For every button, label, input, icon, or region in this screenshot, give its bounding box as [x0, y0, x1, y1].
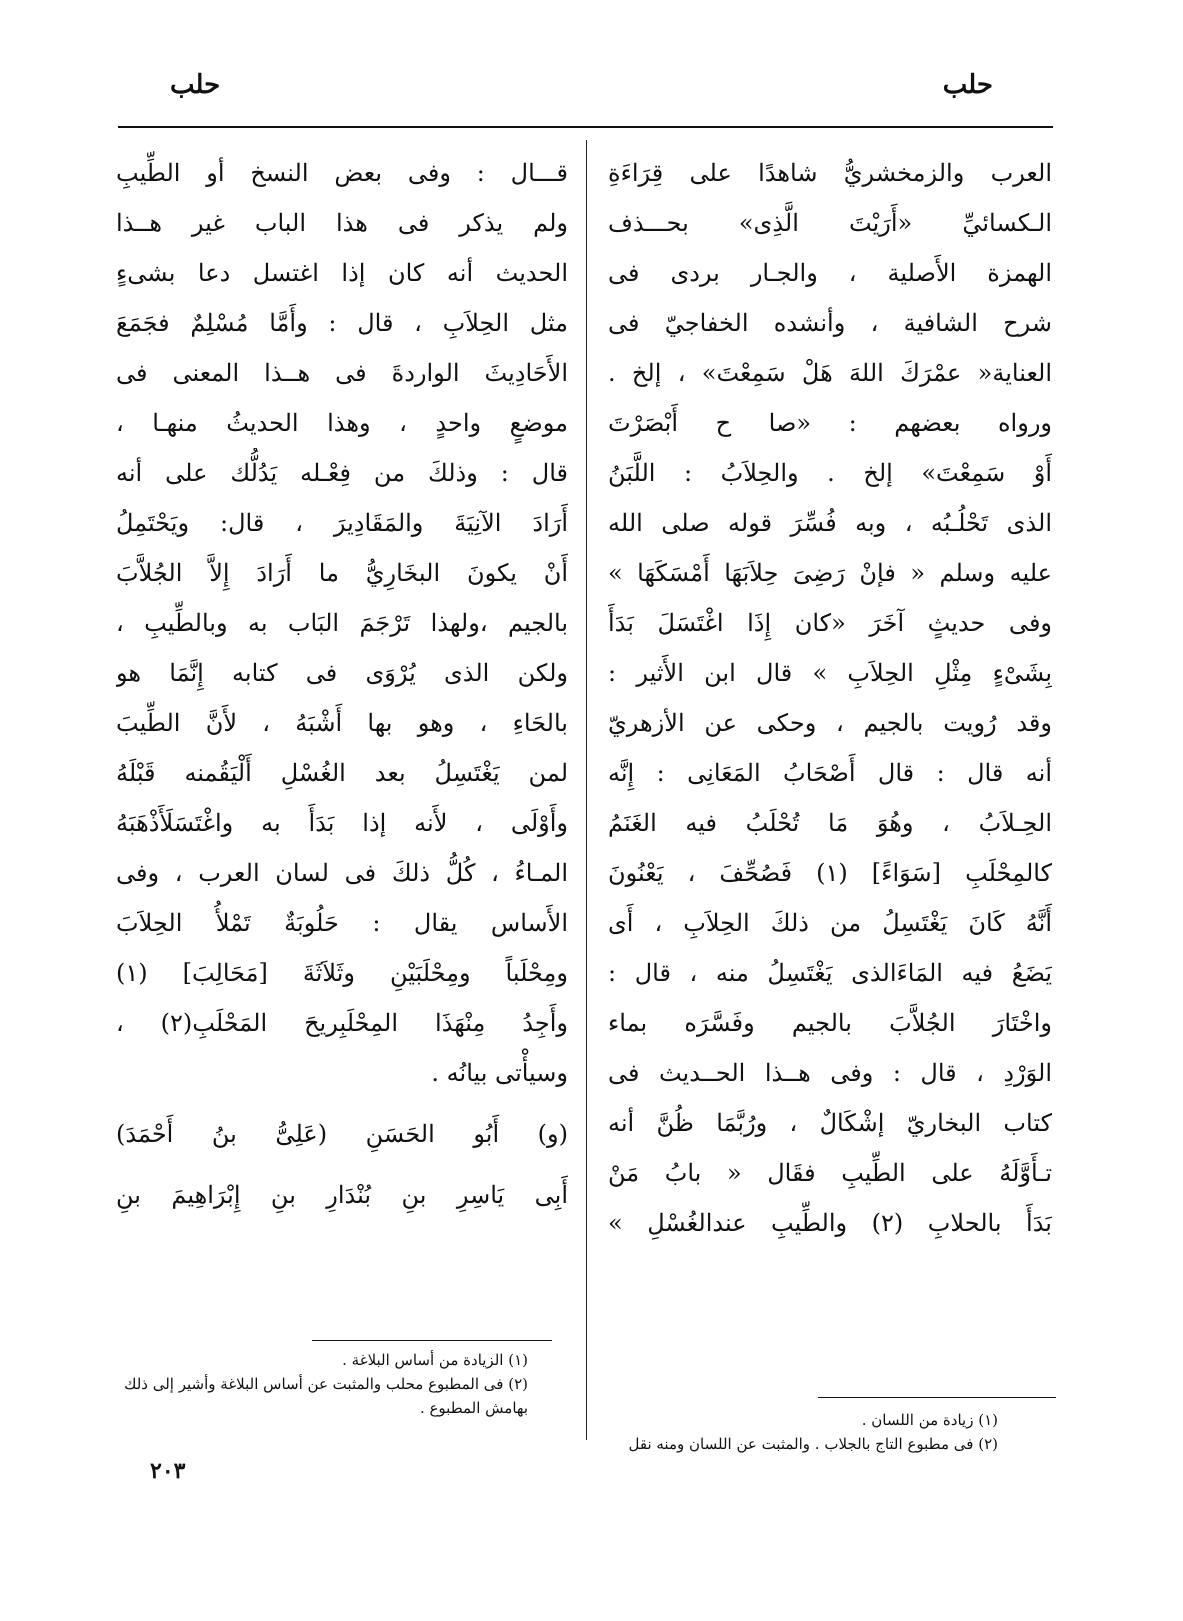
text-line: الذى تَحْلُـبُه ، وبه فُسِّرَ قوله صلى الله	[608, 509, 1052, 537]
text-line: الحديث أنه كان إذا اغتسل دعا بشىءٍ	[116, 259, 568, 287]
text-line: الأَحَادِيثَ الواردةَ فى هــذا المعنى فى	[116, 359, 568, 387]
text-line: قال : وذلكَ من فِعْـله يَدُلُّك على أنه	[116, 459, 568, 487]
footnote: (٢) فى المطبوع محلب والمثبت عن أساس البلاغة وأشير إلى ذلك بهامش المطبوع .	[124, 1375, 528, 1417]
text-line: واخْتَارَ الجُلاَّبَ بالجيم وفَسَّرَه بماء	[608, 1009, 1052, 1037]
text-line: كالمِحْلَبِ [سَوَاءً] (١) فَصُحِّفَ ، يَعْنُونَ	[608, 859, 1052, 887]
running-header-left: حلب	[170, 70, 221, 100]
text-line: وقد رُويت بالجيم ، وحكى عن الأزهريّ	[608, 709, 1052, 737]
page-number: ٢٠٣	[150, 1458, 186, 1484]
text-line: ومِحْلَباً ومِحْلَبَيْنِ وثَلاَثَةَ [مَحَالِبَ] (١)	[116, 959, 568, 987]
text-line: أنه قال : قال أَصْحَابُ المَعَانِى : إِنَّه	[608, 759, 1052, 787]
text-line: أَنْ يكونَ البخَارِيُّ ما أَرَادَ إِلاَّ الجُلاَّبَ	[116, 559, 568, 587]
column-divider	[586, 140, 587, 1440]
text-line: بَدَأَ بالحلابِ (٢) والطِّيبِ عندالغُسْلِ »	[608, 1209, 1052, 1237]
text-line: وسيأْتى بيانُه .	[431, 1059, 568, 1087]
text-line: قـــال : وفى بعض النسخ أو الطِّيبِ	[116, 159, 568, 187]
text-line: الأَساس يقال : حَلُوبَةٌ تَمْلأُ الحِلاَبَ	[116, 909, 568, 937]
text-line: أَوْ سَمِعْتَ» إلخ . والحِلاَبُ : اللَّبَنُ	[608, 459, 1052, 487]
text-line: العناية« عمْرَكَ اللهَ هَلْ سَمِعْتَ» ، إلخ .	[608, 359, 1052, 387]
text-line: الحِـلاَبُ ، وهُوَ مَا تُحْلَبُ فيه الغَنَمُ	[608, 809, 1052, 837]
entry-line: أَبِى يَاسِرِ بنِ بُنْدَارِ بنِ إِبْرَاهِيمَ بنِ	[116, 1181, 568, 1209]
text-line: بالجيم ،ولهذا تَرْجَمَ البَاب به وبالطِّيبِ ،	[116, 609, 568, 637]
footnote: (١) زيادة من اللسان .	[861, 1411, 998, 1429]
text-line: وفى حديثٍ آخَرَ «كان إِذَا اغْتَسَلَ بَدَأَ	[608, 609, 1052, 637]
right-column	[608, 148, 1052, 1248]
text-line: وأَوْلَى ، لأَنه إذا بَدَأَ به واغْتَسَلَأَذْهَبَهُ	[116, 809, 568, 837]
text-line: أَرَادَ الآنِيَةَ والمَقَادِيرَ ، قال: ويَحْتَمِلُ	[116, 509, 568, 537]
left-column	[116, 148, 568, 1220]
text-line: ولكن الذى يُرْوَى فى كتابه إِنَّمَا هو	[116, 659, 568, 687]
text-line: الوَرْدِ ، قال : وفى هــذا الحــديث فى	[608, 1059, 1052, 1087]
text-line: وأَجِدُ مِنْهَذَا المِحْلَبِريحَ المَحْلَبِ(٢) ،	[116, 1009, 568, 1037]
text-line: كتاب البخاريّ إشْكَالٌ ، ورُبَّمَا ظُنَّ أنه	[608, 1109, 1052, 1137]
text-line: ورواه بعضهم : «صا ح أَبْصَرْتَ	[608, 409, 1052, 437]
text-line: عليه وسلم « فإنْ رَضِىَ حِلاَبَهَا أَمْسَكَهَا »	[608, 559, 1052, 587]
text-line: العرب والزمخشريُّ شاهدًا على قِرَاءَةِ	[608, 159, 1052, 187]
footnote: (١) الزيادة من أساس البلاغة .	[342, 1351, 528, 1369]
text-line: بِشَىْءٍ مِثْلِ الحِلاَبِ » قال ابن الأَثير :	[608, 659, 1052, 687]
text-line: ولم يذكر فى هذا الباب غير هــذا	[116, 209, 568, 237]
footnotes-left	[118, 1348, 528, 1420]
footnote-rule-right	[818, 1397, 1056, 1398]
text-line: المـاءُ ، كُلُّ ذلكَ فى لسان العرب ، وفى	[116, 859, 568, 887]
text-line: أَنَّهُ كَانَ يَغْتَسِلُ من ذلكَ الحِلاَبِ ، أَى	[608, 909, 1052, 937]
text-line: تـأَوَّلَهُ على الطِّيبِ فقَال « بابُ مَنْ	[608, 1159, 1052, 1187]
text-line: بالحَاءِ ، وهو بها أَشْبَهُ ، لأَنَّ الطِّيبَ	[116, 709, 568, 737]
footnotes-right	[608, 1408, 998, 1456]
footnote: (٢) فى مطبوع التاج بالجلاب . والمثبت عن اللسان ومنه نقل	[628, 1435, 998, 1453]
text-line: شرح الشافية ، وأنشده الخفاجيّ فى	[608, 309, 1052, 337]
running-header-right: حلب	[942, 70, 993, 100]
entry-heading-line: (و) أَبُو الحَسَنِ (عَلِىُّ بنُ أَحْمَدَ)	[116, 1120, 568, 1148]
text-line: لمن يَغْتَسِلُ بعد الغُسْلِ أَلْيَقُمنه قَبْلَهُ	[116, 759, 568, 787]
footnote-rule-left	[312, 1340, 552, 1341]
text-line: الهمزة الأَصلية ، والجـار بردى فى	[608, 259, 1052, 287]
header-rule	[118, 126, 1053, 128]
text-line: مثل الحِلاَبِ ، قال : وأَمَّا مُسْلِمٌ فجَمَعَ	[116, 309, 568, 337]
text-line: يَضَعُ فيه المَاءَالذى يَغْتَسِلُ منه ، قال :	[608, 959, 1052, 987]
text-line: موضعٍ واحدٍ ، وهذا الحديثُ منهـا ،	[116, 409, 568, 437]
text-line: الـكسائيِّ «أَرَيْتَ الَّذِى» بحـــذف	[608, 209, 1052, 237]
